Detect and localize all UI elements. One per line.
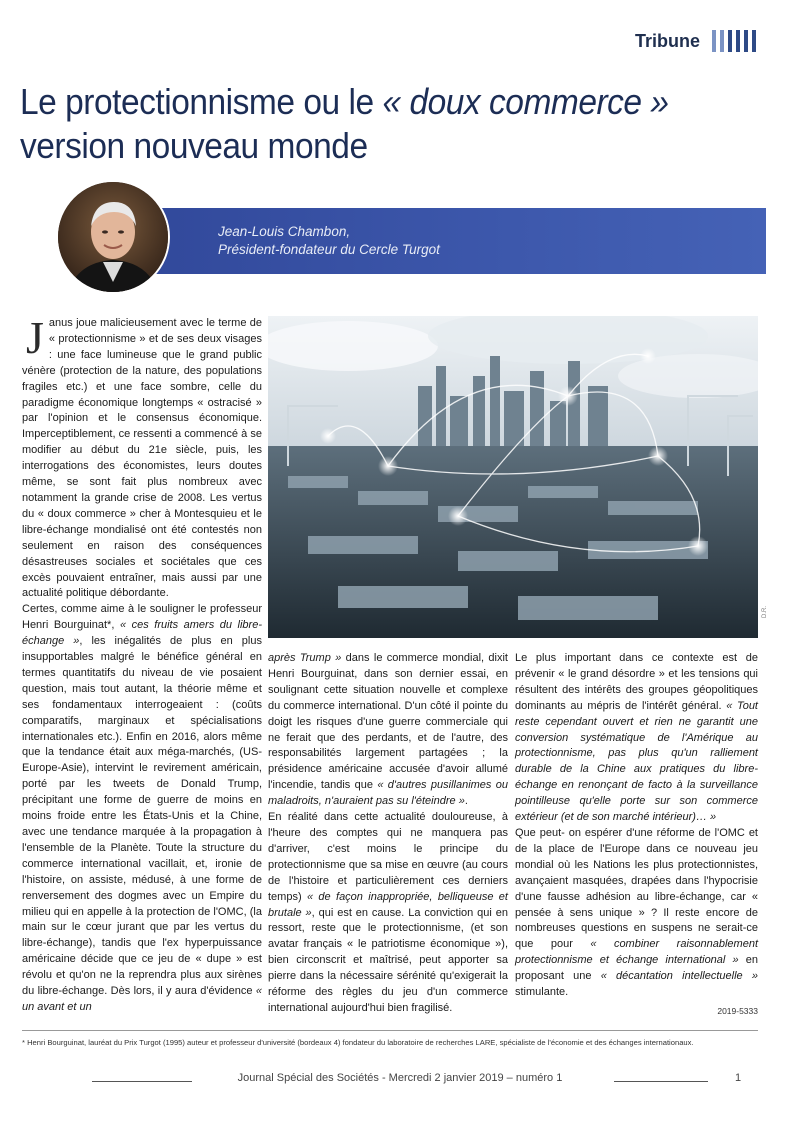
dropcap: J [26, 312, 44, 363]
rubric-header [635, 30, 756, 52]
article-reference: 2019-5333 [717, 1006, 758, 1016]
paragraph: Le plus important dans ce contexte est de prévenir « le grand désordre » et les tensions qui résultent des intérêts des groupes géopolitiques dominants au mépris de l'intérêt général. « Tout reste cependant ouvert et rien ne garantit une conversion systématique de l'Amérique au protectionnisme, pas plus qu'un ralliement durable de la Chine aux pratiques du libre-échange en renonçant de facto à la surveillance pointilleuse qu'elle porte sur son commerce extérieur (et de son marché intérieur)… » [515, 652, 758, 824]
paragraph: En réalité dans cette actualité douloureuse, à l'heure des comptes qui ne manquera pas d'arriver, c'est moins le principe du protectionnisme que sa mise en œuvre (au cours de l'histoire et particulièrement ces derniers temps) « de façon inappropriée, belliqueuse et brutale », qui est en cause. La conviction qui en ressort, reste que le protectionnisme, (et son avatar français « le patriotisme économique »), bien circonscrit et maîtrisé, peut apporter sa pierre dans la nécessaire sérénité qu'exigerait la réforme des règles du jeu d'un commerce international aujourd'hui bien fragilisé. [268, 811, 508, 1014]
rubric-bars-ornament [712, 30, 756, 52]
footnote: * Henri Bourguinat, lauréat du Prix Turgot (1995) auteur et professeur d'université (bordeaux 4) fondateur du laboratoire de recherches LARE, spécialiste de l'économie et des échanges internationaux. [22, 1038, 694, 1047]
title-emphasis: « doux commerce » [382, 81, 669, 122]
title-part1: Le protectionnisme ou le [20, 81, 383, 122]
footer-rule-right [614, 1081, 708, 1082]
author-block [218, 223, 440, 259]
author-role: Président-fondateur du Cercle Turgot [218, 242, 440, 257]
article-photo [268, 316, 758, 638]
paragraph: Janus joue malicieusement avec le terme de « protectionnisme » et de ses deux visages : une face lumineuse que le grand public vénère (protection de la nature, des populations fragiles etc.) et une face sombre, celle du paradigme économique longtemps « ostracisé » par l'opinion et le consensus économique. Imperceptiblement, ce ressenti a commencé à se modifier au début du 21e siècle, puis, les interrogations des économistes, leurs doutes même, se sont fait plus nombreux avec notamment la grande crise de 2008. Les vertus du « doux commerce » cher à Montesquieu et le libre-échange mondialisé ont été contestés non seulement en raison des conséquences désastreuses sociales et sociétales que ces excès pouvaient entraîner, mais aussi par une actualité politique débordante. [22, 312, 262, 600]
article-title [20, 80, 690, 168]
footer-rule-left [92, 1081, 192, 1082]
paragraph: Certes, comme aime à le souligner le professeur Henri Bourguinat*, « ces fruits amers du libre-échange », les inégalités de plus en plus insupportables malgré le bénéfice général en termes quantitatifs du niveau de vie posaient question, mais tout autant, la théorie même et ses fondamentaux interrogeaient : (coûts comparatifs, marginaux et spécialisations internationales etc.). Enfin en 2016, alors même que la tendance était aux méga-marchés, (US-Europe-Asie), intervint le revirement américain, porté par les tweets de Donald Trump, précipitant une forme de guerre de moins en moins froide entre les États-Unis et la Chine, avec une tendance marquée à la propagation à l'ensemble de la Planète. Toute la structure du commerce international vacillait, et, ironie de l'histoire, on assiste, médusé, à une forme de renversement des dogmes avec un Empire du milieu qui en appelle à la protection de l'OMC, (la main sur le cœur jurant que par les vertus du libre-échange), tandis que l'ex hyperpuissance américaine décide que ce jeu de « dupe » est révolu et qu'on ne la reprendra plus aux sirènes du libre-échange. Dès lors, il y aura d'évidence « un avant et un [22, 603, 262, 1013]
title-part2: version nouveau monde [20, 125, 368, 166]
author-portrait [58, 182, 168, 292]
footnote-divider [22, 1030, 758, 1031]
photo-credit: D.R. [762, 606, 768, 618]
rubric-label: Tribune [634, 30, 700, 51]
column-3 [515, 651, 758, 1001]
page-number: 1 [735, 1072, 742, 1084]
author-name: Jean-Louis Chambon, [218, 224, 351, 239]
author-band [130, 208, 766, 274]
paragraph: Que peut- on espérer d'une réforme de l'OMC et de la place de l'Europe dans ce nouveau jeu mondial où les Nations les plus protectionnistes, avançaient masquées, drapées dans l'hypocrisie d'une fausse adhésion au libre-échange, car « pensée à sens unique » ? Il reste encore de nombreuses questions en suspens ne serait-ce que pour « combiner raisonnablement protectionnisme et échange international » en proposant une « décantation intellectuelle » stimulante. [515, 826, 758, 999]
column-2 [268, 651, 508, 1017]
journal-footer: Journal Spécial des Sociétés - Mercredi 2 janvier 2019 – numéro 1 [237, 1072, 563, 1084]
port-city-network-image [268, 316, 758, 638]
paragraph: après Trump » dans le commerce mondial, dixit Henri Bourguinat, dans son dernier essai, en soulignant cette situation nouvelle et complexe du commerce international. D'un côté il pointe du doigt les risques d'une guerre commerciale qui ne ferait que des perdants, et de l'autre, des responsabilités largement partagées ; la présidence américaine accusée d'avoir allumé l'incendie, tandis que « d'autres pusillanimes ou maladroits, n'auraient pas su l'éteindre ». [268, 652, 509, 808]
portrait-image [58, 182, 168, 292]
column-1 [22, 312, 262, 1016]
